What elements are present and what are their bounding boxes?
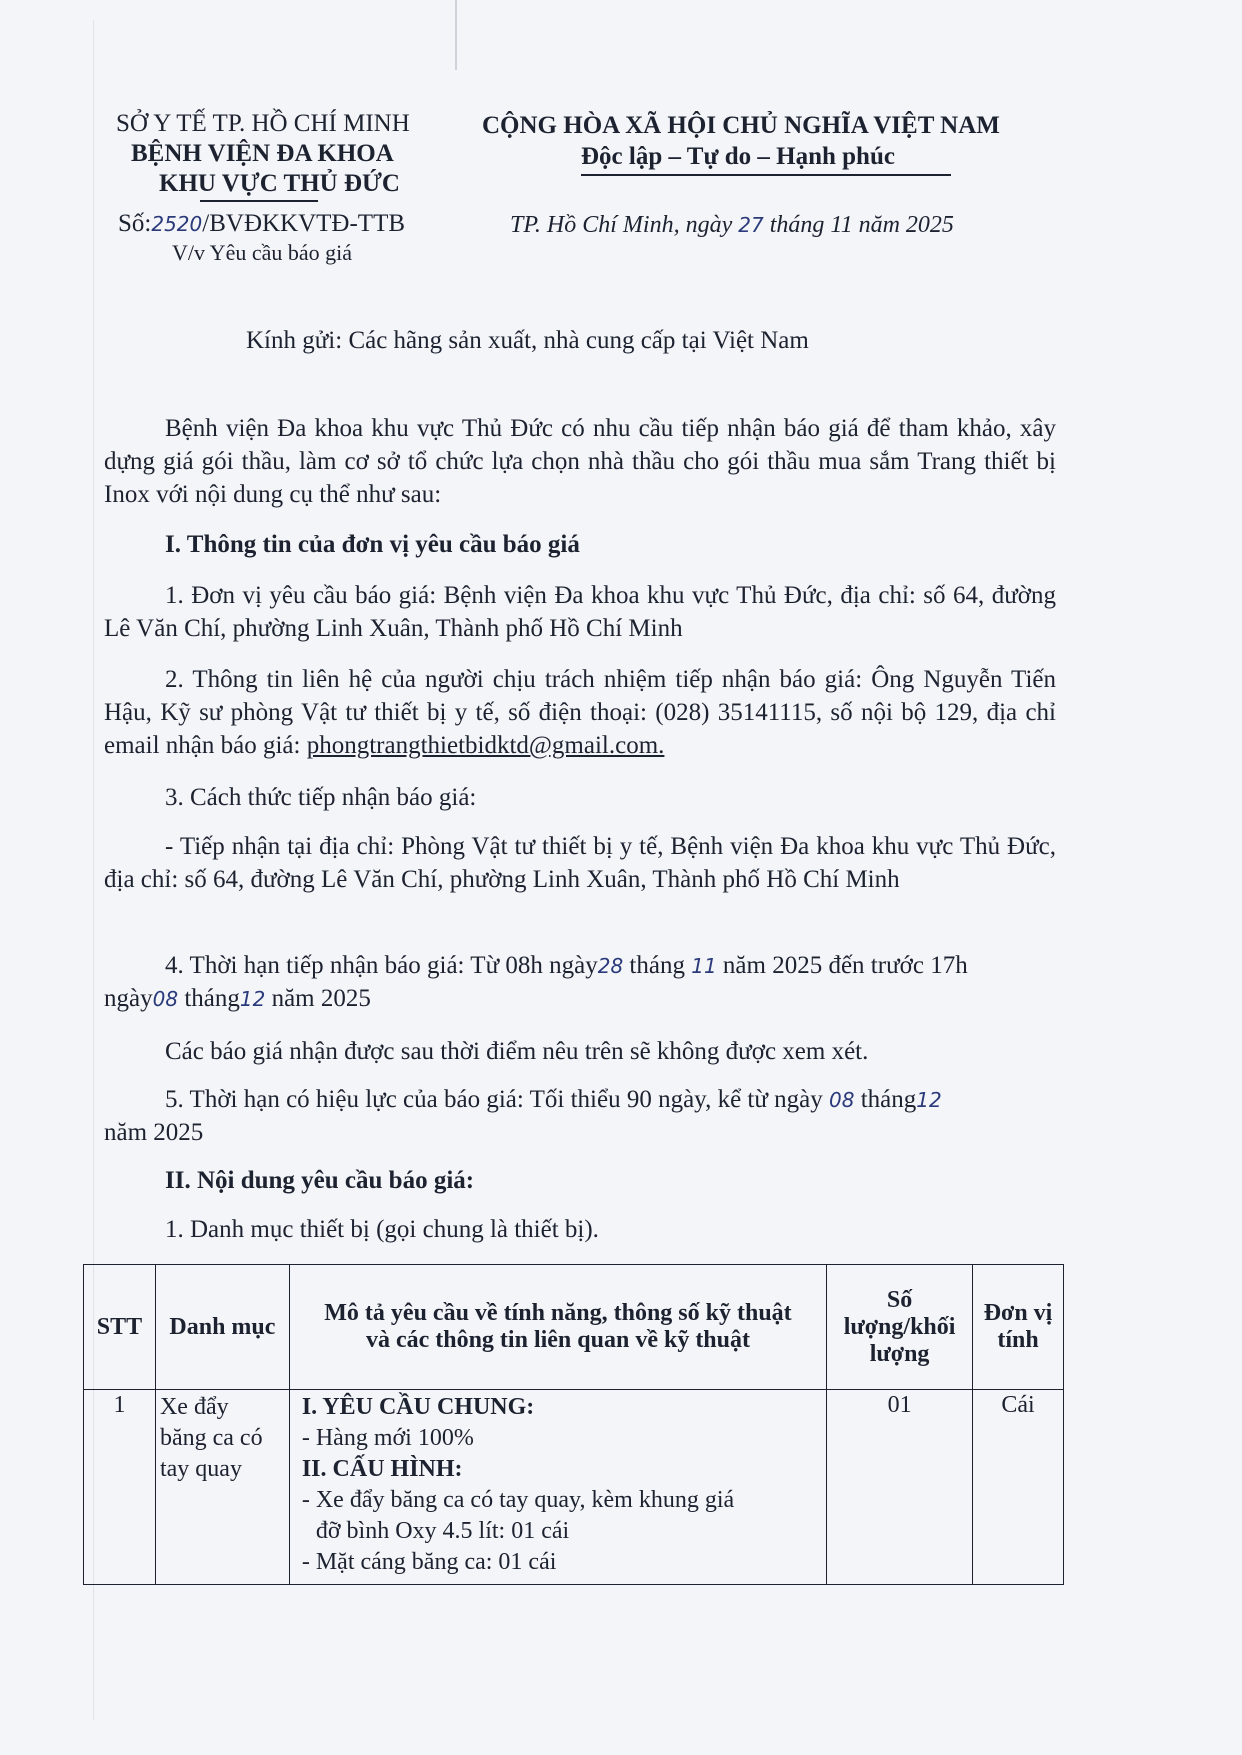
item5-text-b: tháng bbox=[854, 1086, 917, 1113]
header-stt: STT bbox=[84, 1265, 156, 1390]
section-2-item-1: 1. Danh mục thiết bị (gọi chung là thiết bị). bbox=[165, 1216, 599, 1243]
cell-stt: 1 bbox=[84, 1390, 156, 1585]
spec-line: - Xe đẩy băng ca có tay quay, kèm khung giá bbox=[301, 1487, 735, 1513]
item5-month-handwritten: 12 bbox=[916, 1088, 942, 1112]
hospital-name-line1: BỆNH VIỆN ĐA KHOA bbox=[131, 140, 394, 167]
subject-line: V/v Yêu cầu báo giá bbox=[172, 240, 353, 265]
section-1-item-5-line2: năm 2025 bbox=[104, 1119, 204, 1146]
header-unit bbox=[973, 1265, 1064, 1390]
section-1-item-2 bbox=[104, 663, 1056, 762]
header-unit-line1: Đơn vị bbox=[983, 1300, 1053, 1326]
date-prefix: TP. Hồ Chí Minh, ngày bbox=[510, 212, 739, 238]
cell-quantity: 01 bbox=[827, 1390, 973, 1585]
cell-name-line1: Xe đẩy bbox=[159, 1394, 229, 1420]
cell-specification bbox=[289, 1390, 826, 1585]
spec-line: đỡ bình Oxy 4.5 lít: 01 cái bbox=[315, 1518, 570, 1544]
section-1-item-4-line1 bbox=[165, 952, 968, 980]
spec-line: - Hàng mới 100% bbox=[301, 1425, 474, 1451]
date-suffix: tháng 11 năm 2025 bbox=[763, 212, 954, 238]
header-underline bbox=[200, 200, 318, 202]
doc-no-suffix: /BVĐKKVTĐ-TTB bbox=[202, 210, 406, 237]
item4-month2-handwritten: 12 bbox=[239, 987, 266, 1011]
recipient-line: Kính gửi: Các hãng sản xuất, nhà cung cấp tại Việt Nam bbox=[246, 327, 809, 354]
late-note: Các báo giá nhận được sau thời điểm nêu trên sẽ không được xem xét. bbox=[165, 1038, 869, 1065]
doc-no-prefix: Số: bbox=[118, 210, 152, 237]
header-description-line2: và các thông tin liên quan về kỹ thuật bbox=[365, 1327, 750, 1353]
table-header-row bbox=[84, 1265, 1064, 1390]
email-link[interactable]: phongtrangthietbidktd@gmail.com. bbox=[306, 732, 665, 759]
section-1-title: I. Thông tin của đơn vị yêu cầu báo giá bbox=[165, 531, 580, 558]
section-1-item-3-detail: - Tiếp nhận tại địa chỉ: Phòng Vật tư thiết bị y tế, Bệnh viện Đa khoa khu vực Thủ Đức, địa chỉ: số 64, đường Lê Văn Chí, phường Linh Xuân, Thành phố Hồ Chí Minh bbox=[104, 833, 1056, 893]
hospital-name-line2: KHU VỰC THỦ ĐỨC bbox=[159, 170, 400, 197]
item4-text-b: tháng bbox=[623, 952, 692, 979]
section-1-item-3: 3. Cách thức tiếp nhận báo giá: bbox=[165, 784, 477, 811]
scan-mark bbox=[455, 0, 457, 70]
section-1-item-5-line1 bbox=[165, 1086, 942, 1114]
header-unit-line2: tính bbox=[997, 1327, 1039, 1353]
section-2-title: II. Nội dung yêu cầu báo giá: bbox=[165, 1167, 475, 1194]
cell-name-line3: tay quay bbox=[159, 1456, 242, 1482]
spec-heading-general: I. YÊU CẦU CHUNG: bbox=[301, 1394, 535, 1420]
header-name: Danh mục bbox=[155, 1265, 289, 1390]
spec-line: - Mặt cáng băng ca: 01 cái bbox=[301, 1549, 557, 1575]
document-number bbox=[118, 210, 405, 238]
header-quantity-line3: lượng bbox=[869, 1340, 930, 1367]
date-day-handwritten: 27 bbox=[738, 213, 764, 237]
intro-paragraph: Bệnh viện Đa khoa khu vực Thủ Đức có nhu cầu tiếp nhận báo giá để tham khảo, xây dựng giá gói thầu, làm cơ sở tổ chức lựa chọn nhà thầu cho gói thầu mua sắm Trang thiết bị Inox với nội dung cụ thể như sau: bbox=[104, 415, 1056, 508]
item4-text-d: ngày bbox=[104, 985, 153, 1012]
doc-no-handwritten: 2520 bbox=[151, 212, 203, 236]
cell-name bbox=[155, 1390, 289, 1585]
item4-text-c: năm 2025 đến trước 17h bbox=[716, 952, 968, 979]
item4-text-a: 4. Thời hạn tiếp nhận báo giá: Từ 08h ngày bbox=[165, 952, 598, 979]
header-quantity bbox=[827, 1265, 973, 1390]
cell-unit: Cái bbox=[973, 1390, 1064, 1585]
motto-underline bbox=[581, 174, 951, 176]
item4-day1-handwritten: 28 bbox=[597, 954, 624, 978]
item5-day-handwritten: 08 bbox=[829, 1088, 855, 1112]
item4-text-f: năm 2025 bbox=[265, 985, 371, 1012]
header-description-line1: Mô tả yêu cầu về tính năng, thông số kỹ thuật bbox=[324, 1300, 792, 1326]
item5-text-a: 5. Thời hạn có hiệu lực của báo giá: Tối thiểu 90 ngày, kể từ ngày bbox=[165, 1086, 830, 1113]
agency-line: SỞ Y TẾ TP. HỒ CHÍ MINH bbox=[116, 110, 410, 137]
header-quantity-line2: lượng/khối bbox=[843, 1313, 956, 1340]
header-quantity-line1: Số bbox=[886, 1286, 913, 1313]
spec-heading-config: II. CẤU HÌNH: bbox=[301, 1456, 463, 1482]
equipment-table bbox=[83, 1264, 1064, 1585]
item4-text-e: tháng bbox=[178, 985, 240, 1012]
item4-day2-handwritten: 08 bbox=[152, 987, 179, 1011]
date-line bbox=[510, 212, 954, 239]
header-description bbox=[289, 1265, 826, 1390]
nation-name: CỘNG HÒA XÃ HỘI CHỦ NGHĨA VIỆT NAM bbox=[482, 112, 1000, 139]
item4-month1-handwritten: 11 bbox=[691, 954, 717, 978]
section-1-item-4-line2 bbox=[104, 985, 371, 1013]
motto: Độc lập – Tự do – Hạnh phúc bbox=[581, 143, 895, 170]
cell-name-line2: băng ca có bbox=[159, 1425, 263, 1451]
contact-info-text: 2. Thông tin liên hệ của người chịu trách nhiệm tiếp nhận báo giá: Ông Nguyễn Tiến Hậu, Kỹ sư phòng Vật tư thiết bị y tế, số điện thoại: (028) 35141115, số nội bộ 129, địa chỉ email nhận báo giá: bbox=[104, 666, 1056, 759]
table-row bbox=[84, 1390, 1064, 1585]
section-1-item-1: 1. Đơn vị yêu cầu báo giá: Bệnh viện Đa khoa khu vực Thủ Đức, địa chỉ: số 64, đường Lê Văn Chí, phường Linh Xuân, Thành phố Hồ Chí Minh bbox=[104, 582, 1056, 642]
